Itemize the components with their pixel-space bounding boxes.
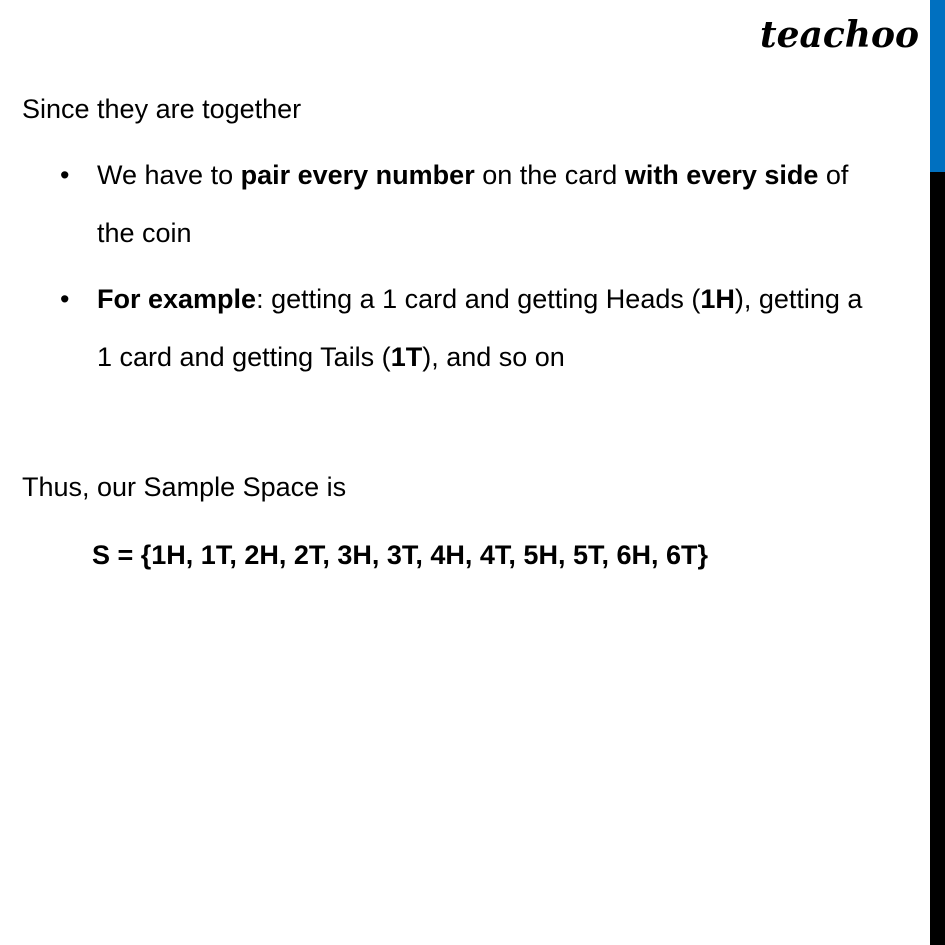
bold-1t: 1T	[390, 342, 423, 372]
bullet-2-line-1	[97, 270, 862, 328]
bullet-1-line-2: the coin	[97, 218, 192, 248]
bullet-icon: •	[60, 284, 70, 314]
bold-with-every-side: with every side	[624, 160, 819, 190]
bullet-icon: •	[60, 160, 70, 190]
sidebar-accent-bar	[930, 0, 945, 172]
sample-space-equation: S = {1H, 1T, 2H, 2T, 3H, 3T, 4H, 4T, 5H, 5T, 6H, 6T}	[92, 540, 709, 570]
bullet-1-line-1	[97, 146, 848, 204]
bold-for-example: For example	[97, 284, 257, 314]
text-run: ), and so on	[422, 342, 565, 372]
text-run: ), getting a	[734, 284, 863, 314]
intro-text: Since they are together	[22, 94, 302, 124]
bold-1h: 1H	[700, 284, 735, 314]
thus-text: Thus, our Sample Space is	[22, 472, 347, 502]
text-run: 1 card and getting Tails (	[97, 342, 391, 372]
teachoo-logo: teachoo	[760, 14, 919, 56]
text-run: We have to	[97, 160, 241, 190]
bold-pair-every-number: pair every number	[240, 160, 475, 190]
text-run: : getting a 1 card and getting Heads (	[256, 284, 701, 314]
text-run: on the card	[474, 160, 625, 190]
text-run: of	[818, 160, 849, 190]
bullet-2-line-2	[97, 328, 565, 386]
